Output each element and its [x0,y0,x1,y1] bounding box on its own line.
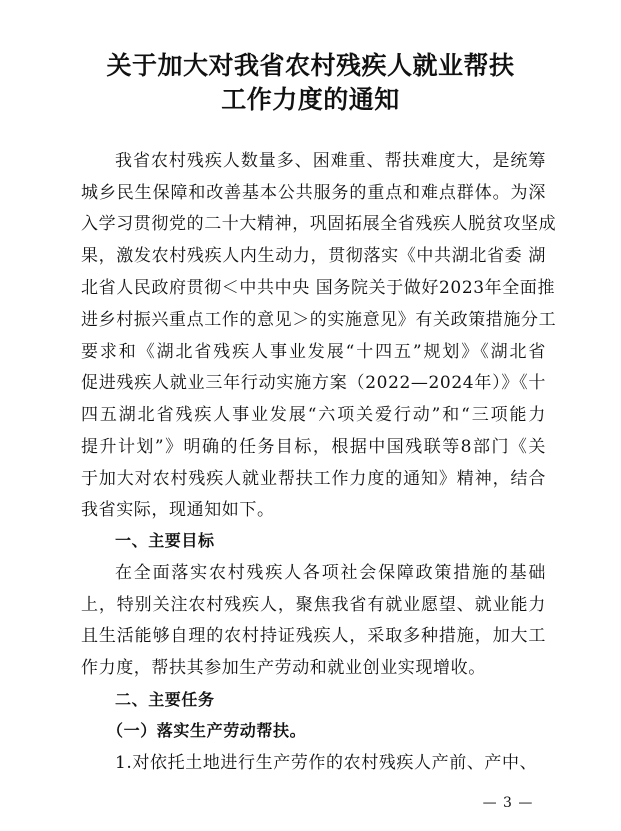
document-title-line-1: 关于加大对我省农村残疾人就业帮扶 [106,51,515,80]
section1-line: 上，特别关注农村残疾人，聚焦我省有就业愿望、就业能力 [81,595,546,615]
intro-line: 我省农村残疾人数量多、困难重、帮扶难度大，是统筹 [115,151,546,171]
section1-line: 且生活能够自理的农村持证残疾人，采取多种措施，加大工 [81,626,546,646]
intro-line: 城乡民生保障和改善基本公共服务的重点和难点群体。为深 [81,183,546,203]
intro-line: 促进残疾人就业三年行动实施方案（2022—2024年）》《十 [81,373,546,393]
intro-line: 于加大对农村残疾人就业帮扶工作力度的通知》精神，结合 [81,469,546,489]
subsection-heading-production-labor: （一）落实生产劳动帮扶。 [107,721,307,740]
item-1-line: 1.对依托土地进行生产劳作的农村残疾人产前、产中、 [115,753,538,773]
section-heading-main-goals: 一、主要目标 [115,531,215,550]
intro-line: 果，激发农村残疾人内生动力，贯彻落实《中共湖北省委 湖 [81,246,546,266]
intro-line: 北省人民政府贯彻＜中共中央 国务院关于做好2023年全面推 [81,278,556,298]
section-heading-main-tasks: 二、主要任务 [115,690,215,709]
intro-line: 要求和《湖北省残疾人事业发展“十四五”规划》《湖北省 [81,342,546,362]
section1-line: 在全面落实农村残疾人各项社会保障政策措施的基础 [115,563,546,583]
page-number: — 3 — [482,795,534,811]
section1-line: 作力度，帮扶其参加生产劳动和就业创业实现增收。 [81,658,486,678]
document-title-line-2: 工作力度的通知 [221,85,400,114]
intro-line: 我省实际，现通知如下。 [81,500,275,520]
intro-line: 入学习贯彻党的二十大精神，巩固拓展全省残疾人脱贫攻坚成 [81,214,557,234]
intro-line: 四五湖北省残疾人事业发展“六项关爱行动”和“三项能力 [81,405,546,425]
intro-line: 提升计划”》明确的任务目标，根据中国残联等8部门《关 [81,437,546,457]
intro-line: 进乡村振兴重点工作的意见＞的实施意见》有关政策措施分工 [81,310,557,330]
